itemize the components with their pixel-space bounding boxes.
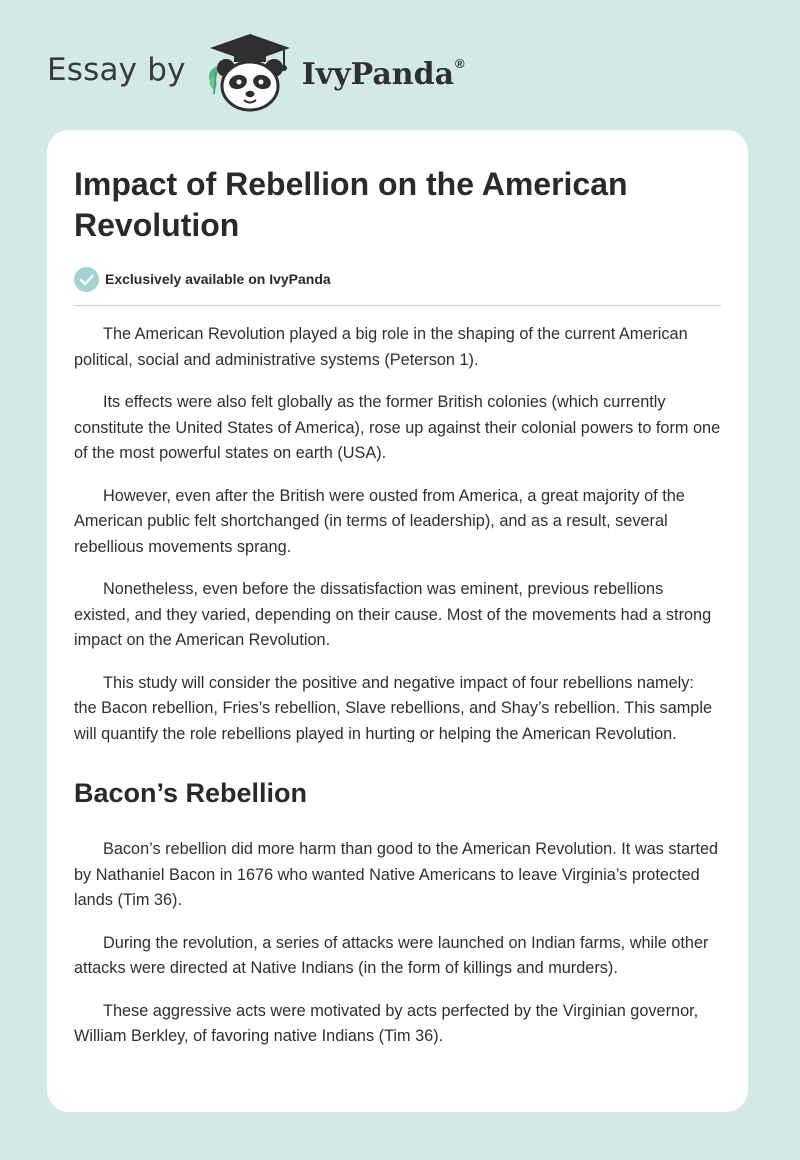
section-heading: Bacon’s Rebellion [74,778,308,808]
paragraph: The American Revolution played a big role in the shaping of the current American political, social and administrative systems (Peterson 1). [74,325,688,369]
paragraph: This study will consider the positive and negative impact of four rebellions namely: the Bacon rebellion, Fries’s rebellion, Slave rebellions, and Shay’s rebellion. This sample will quantify the role rebellions played in hurting or helping the American Revolution. [74,673,713,743]
panda-graduate-icon[interactable] [204,32,296,112]
brand-header [47,32,465,112]
brand-name: IvyPanda® [301,56,465,92]
registered-mark: ® [455,56,465,71]
paragraph: However, even after the British were ousted from America, a great majority of the American public felt shortchanged (in terms of leadership), and as a result, several rebellious movements sprang. [74,486,685,556]
paragraph: Bacon’s rebellion did more harm than good to the American Revolution. It was started by Nathaniel Bacon in 1676 who wanted Native Americans to leave Virginia’s protected lands (Tim 36). [74,840,719,909]
paragraph: During the revolution, a series of attacks were launched on Indian farms, while other attacks were directed at Native Indians (in the form of killings and murders). [74,933,709,977]
essay-card [47,130,748,1112]
paragraph: These aggressive acts were motivated by acts perfected by the Virginian governor, William Berkley, of favoring native Indians (Tim 36). [74,1001,699,1045]
exclusive-badge [74,266,721,292]
exclusive-label: Exclusively available on IvyPanda [105,271,331,287]
paragraph: Nonetheless, even before the dissatisfaction was eminent, previous rebellions existed, and they varied, depending on their cause. Most of the movements had a strong impact on the American Revolution. [74,580,712,649]
check-circle-icon [74,267,99,292]
brand-prefix: Essay by [47,52,186,88]
paragraph: Its effects were also felt globally as the former British colonies (which currently constitute the United States of America), rose up against their colonial powers to form one of the most powerful states on earth (USA). [74,393,721,462]
divider [74,305,721,306]
essay-title: Impact of Rebellion on the American Revolution [74,166,628,243]
